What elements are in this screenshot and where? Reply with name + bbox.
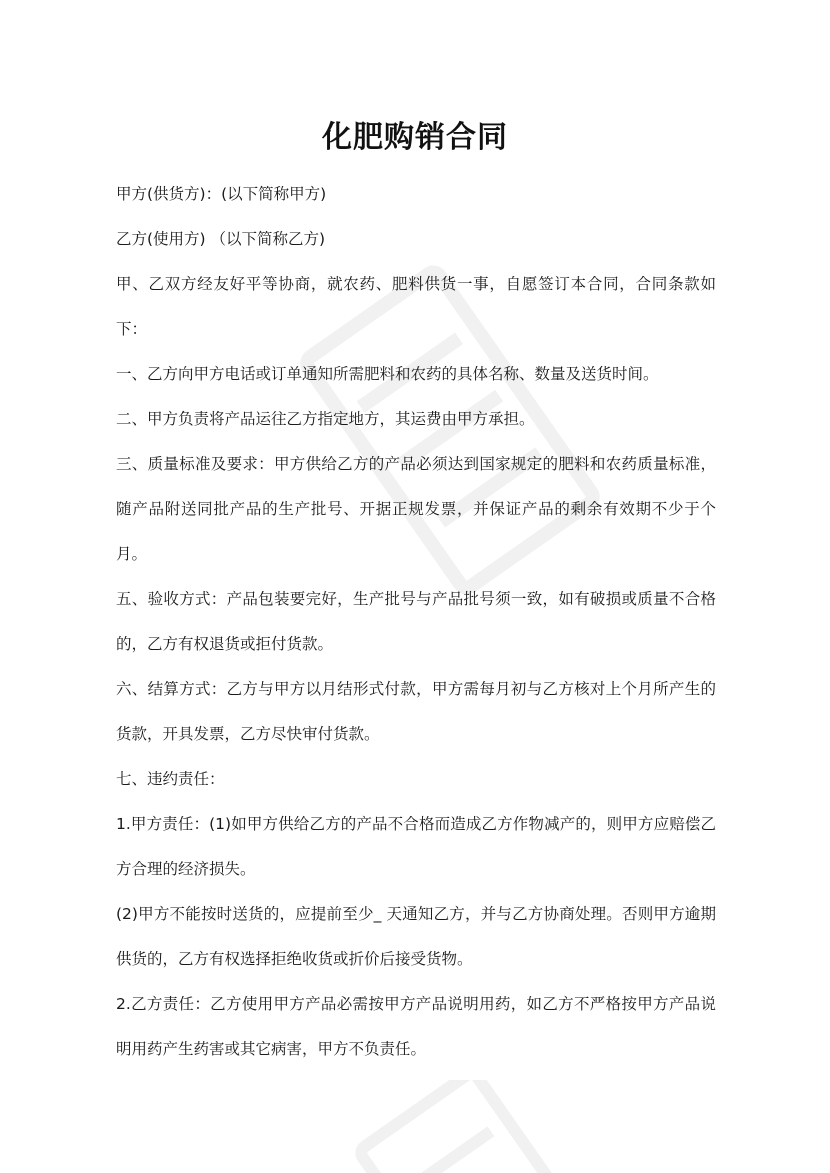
document-title: 化肥购销合同 (322, 120, 508, 155)
paragraph-party-a-liability-1: 1.甲方责任：(1)如甲方供给乙方的产品不合格而造成乙方作物减产的，则甲方应赔偿乙方合理的经济损失。 (116, 815, 716, 878)
paragraph-party-a-liability-2: (2)甲方不能按时送货的，应提前至少_ 天通知乙方，并与乙方协商处理。否则甲方逾期供货的，乙方有权选择拒绝收货或折价后接受货物。 (116, 905, 716, 968)
paragraph-party-a: 甲方(供货方)：(以下简称甲方) (116, 185, 327, 203)
contract-body (116, 172, 716, 1072)
paragraph-clause-3: 三、质量标准及要求：甲方供给乙方的产品必须达到国家规定的肥料和农药质量标准，随产品附送同批产品的生产批号、开据正规发票，并保证产品的剩余有效期不少于个月。 (116, 455, 716, 563)
watermark-graphic-bottom (320, 1080, 580, 1173)
paragraph-clause-6: 六、结算方式：乙方与甲方以月结形式付款，甲方需每月初与乙方核对上个月所产生的货款，开具发票，乙方尽快审付货款。 (116, 680, 716, 743)
paragraph-clause-2: 二、甲方负责将产品运往乙方指定地方，其运费由甲方承担。 (116, 410, 535, 428)
paragraph-clause-7-heading: 七、违约责任： (116, 770, 225, 788)
paragraph-party-b-liability: 2.乙方责任：乙方使用甲方产品必需按甲方产品说明用药，如乙方不严格按甲方产品说明用药产生药害或其它病害，甲方不负责任。 (116, 995, 716, 1058)
paragraph-clause-1: 一、乙方向甲方电话或订单通知所需肥料和农药的具体名称、数量及送货时间。 (116, 365, 659, 383)
paragraph-party-b: 乙方(使用方) （以下简称乙方) (116, 230, 326, 248)
paragraph-preamble: 甲、乙双方经友好平等协商，就农药、肥料供货一事，自愿签订本合同，合同条款如下： (116, 275, 716, 338)
paragraph-clause-5: 五、验收方式：产品包装要完好，生产批号与产品批号须一致，如有破损或质量不合格的，乙方有权退货或拒付货款。 (116, 590, 716, 653)
